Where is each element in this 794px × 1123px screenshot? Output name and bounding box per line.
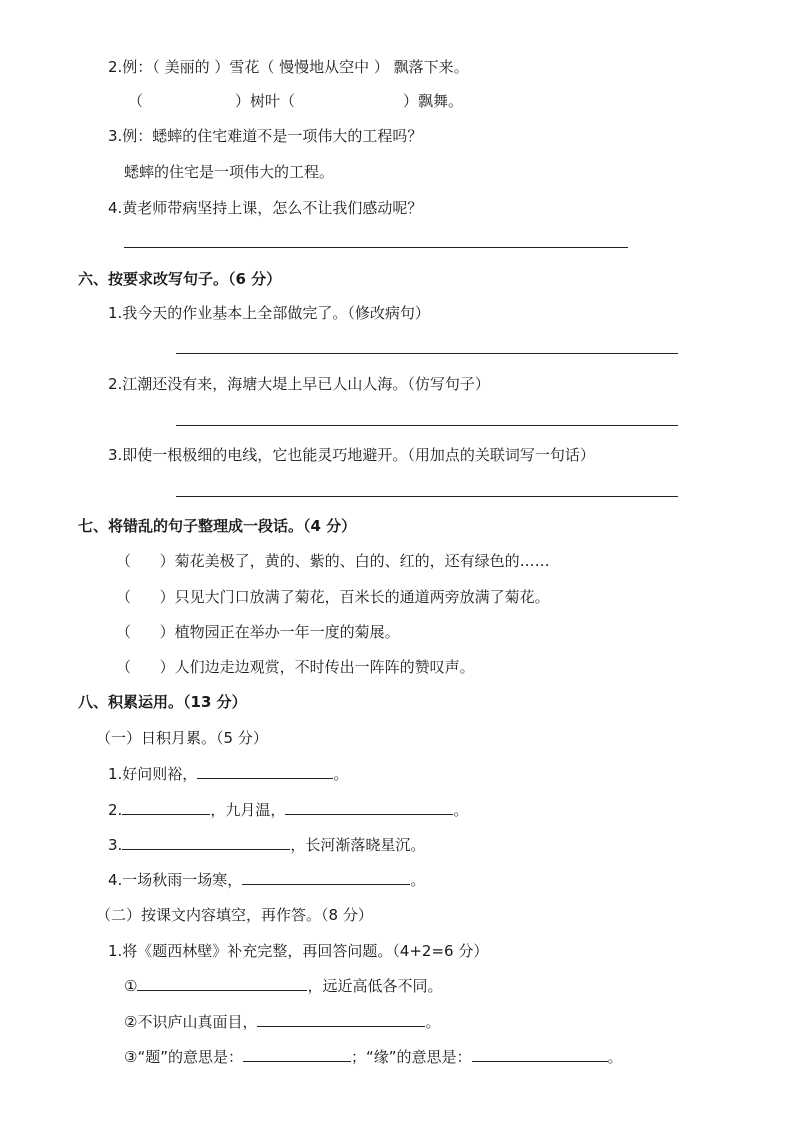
q8-2-c2-prefix: ②不识庐山真面目，: [124, 1013, 258, 1031]
q7-order-bracket[interactable]: （ ）: [116, 623, 175, 641]
q5-4-text: 4.黄老师带病坚持上课，怎么不让我们感动呢？: [108, 199, 423, 217]
q7-sentence-2: [116, 587, 550, 607]
q8-2-c3-blank-a[interactable]: [243, 1047, 351, 1062]
part1-title: （一）日积月累。（5 分）: [96, 729, 268, 747]
q7-sentence-4: [116, 657, 475, 677]
q8-1-4-prefix: 4.一场秋雨一场寒，: [108, 871, 243, 889]
q8-1-3-blank[interactable]: [122, 835, 290, 850]
q8-2-c2-suffix: 。: [425, 1013, 441, 1031]
q8-2-c1: [124, 976, 442, 996]
q6-3-answer-line[interactable]: [176, 496, 678, 497]
q5-4-answer-line[interactable]: [124, 247, 628, 248]
q8-1-1: [108, 764, 348, 784]
q5-2-shuye: ）树叶（: [235, 92, 296, 110]
q8-2-c3: [124, 1047, 623, 1067]
q8-1-3-suffix: ，长河渐落晓星沉。: [290, 836, 426, 854]
q8-1-1-prefix: 1.好问则裕，: [108, 765, 198, 783]
q5-2-piaowu: ）飘舞。: [403, 92, 464, 110]
q7-sentence-1: [116, 551, 550, 571]
q8-1-2-mid: ，九月温，: [210, 801, 286, 819]
q8-2-c3-prefix: ③“题”的意思是：: [124, 1048, 243, 1066]
section6-heading: 六、按要求改写句子。（6 分）: [78, 270, 282, 288]
q7-sentence-text: 植物园正在举办一年一度的菊展。: [174, 623, 400, 641]
q7-sentence-text: 只见大门口放满了菊花，百米长的通道两旁放满了菊花。: [174, 588, 550, 606]
q8-1-1-blank[interactable]: [197, 764, 333, 779]
q6-2-answer-line[interactable]: [176, 425, 678, 426]
q6-1-answer-line[interactable]: [176, 353, 678, 354]
q5-2-example: 2.例：（ 美丽的 ）雪花（ 慢慢地从空中 ） 飘落下来。: [108, 58, 469, 76]
q5-3-statement: 蟋蟀的住宅是一项伟大的工程。: [124, 163, 335, 181]
q7-order-bracket[interactable]: （ ）: [116, 658, 175, 676]
q8-1-3: [108, 835, 425, 855]
q6-2-text: 2.江潮还没有来，海塘大堤上早已人山人海。（仿写句子）: [108, 375, 490, 393]
q6-3-text: 3.即使一根极细的电线，它也能灵巧地避开。（用加点的关联词写一句话）: [108, 446, 595, 464]
q8-1-4-blank[interactable]: [242, 870, 410, 885]
q8-1-2-prefix: 2.: [108, 801, 123, 819]
q8-2-c3-suffix: 。: [607, 1048, 623, 1066]
q8-1-2-blank-b[interactable]: [285, 800, 453, 815]
q7-sentence-text: 人们边走边观赏，不时传出一阵阵的赞叹声。: [174, 658, 475, 676]
q5-2-open: （: [128, 92, 144, 110]
q5-2-fill-line: [128, 91, 463, 111]
part2-title: （二）按课文内容填空，再作答。（8 分）: [96, 906, 373, 924]
q8-1-3-prefix: 3.: [108, 836, 123, 854]
q8-2-1-text: 1.将《题西林壁》补充完整，再回答问题。（4+2=6 分）: [108, 942, 489, 960]
q8-2-c3-blank-b[interactable]: [472, 1047, 608, 1062]
q8-2-c2-blank[interactable]: [257, 1012, 425, 1027]
section8-heading: 八、积累运用。（13 分）: [78, 693, 247, 711]
q8-2-c1-suffix: ，远近高低各不同。: [307, 977, 443, 995]
q8-2-c1-blank[interactable]: [137, 976, 307, 991]
q8-1-2: [108, 800, 468, 820]
q7-order-bracket[interactable]: （ ）: [116, 552, 175, 570]
q7-sentence-3: [116, 622, 400, 642]
q8-1-2-blank-a[interactable]: [122, 800, 210, 815]
q8-1-1-suffix: 。: [333, 765, 349, 783]
q8-2-c1-prefix: ①: [124, 977, 138, 995]
section7-heading: 七、将错乱的句子整理成一段话。（4 分）: [78, 517, 357, 535]
q5-3-example: 3.例：蟋蟀的住宅难道不是一项伟大的工程吗？: [108, 127, 423, 145]
q7-order-bracket[interactable]: （ ）: [116, 588, 175, 606]
q8-1-4: [108, 870, 425, 890]
q8-1-4-suffix: 。: [410, 871, 426, 889]
q8-1-2-suffix: 。: [453, 801, 469, 819]
q8-2-c2: [124, 1012, 440, 1032]
q8-2-c3-mid: ；“缘”的意思是：: [351, 1048, 472, 1066]
q6-1-text: 1.我今天的作业基本上全部做完了。（修改病句）: [108, 304, 430, 322]
q7-sentence-text: 菊花美极了，黄的、紫的、白的、红的，还有绿色的……: [174, 552, 550, 570]
